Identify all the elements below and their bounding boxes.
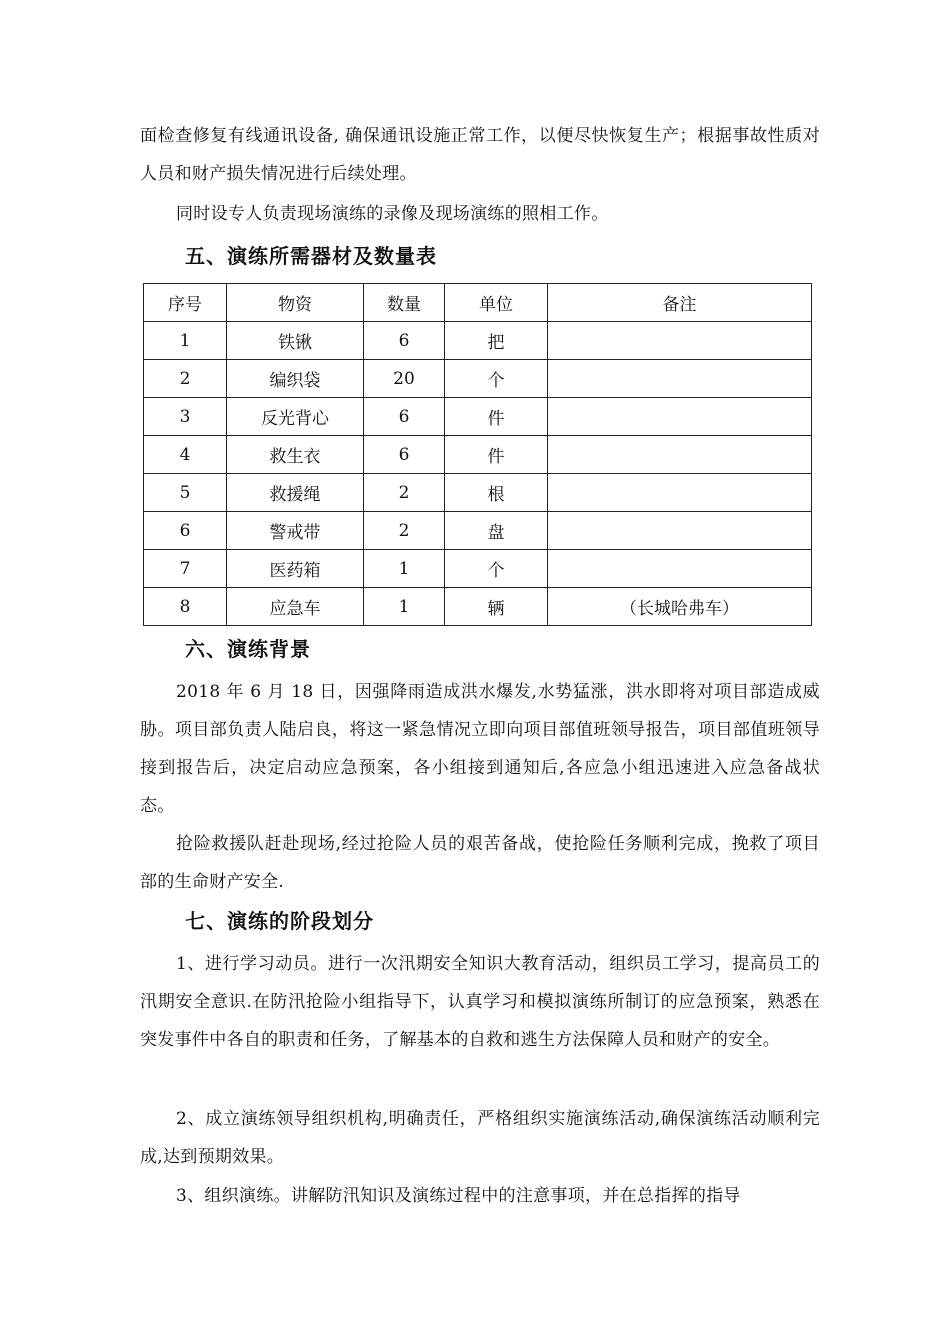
table-header-row <box>144 284 812 322</box>
table-cell: 个 <box>445 550 548 588</box>
paragraph-stage-2: 2、成立演练领导组织机构,明确责任，严格组织实施演练活动,确保演练活动顺利完成,达到预期效果。 <box>140 1109 820 1167</box>
section-heading-7: 七、演练的阶段划分 <box>185 909 374 933</box>
table-cell: 20 <box>364 360 445 398</box>
paragraph-video: 同时设专人负责现场演练的录像及现场演练的照相工作。 <box>176 204 609 224</box>
table-cell: 1 <box>364 550 445 588</box>
table-cell: 件 <box>445 436 548 474</box>
paragraph-intro: 面检查修复有线通讯设备, 确保通讯设施正常工作，以便尽快恢复生产；根据事故性质对人员和财产损失情况进行后续处理。 <box>140 126 820 184</box>
table-cell: 个 <box>445 360 548 398</box>
table-cell <box>548 360 812 398</box>
table-cell: 2 <box>364 474 445 512</box>
table-cell: （长城哈弗车） <box>548 588 812 626</box>
table-cell: 6 <box>144 512 227 550</box>
paragraph-background-2: 抢险救援队赶赴现场,经过抢险人员的艰苦备战，使抢险任务顺利完成，挽救了项目部的生命财产安全. <box>140 834 820 892</box>
table-cell: 8 <box>144 588 227 626</box>
table-cell: 把 <box>445 322 548 360</box>
table-cell: 医药箱 <box>227 550 364 588</box>
table-row <box>144 360 812 398</box>
table-cell <box>548 398 812 436</box>
table-cell <box>548 322 812 360</box>
table-row <box>144 398 812 436</box>
table-cell: 3 <box>144 398 227 436</box>
column-header-unit: 单位 <box>445 284 548 322</box>
section-heading-5: 五、演练所需器材及数量表 <box>185 244 437 268</box>
table-cell: 件 <box>445 398 548 436</box>
table-cell: 7 <box>144 550 227 588</box>
table-cell: 根 <box>445 474 548 512</box>
table-cell <box>548 550 812 588</box>
table-cell: 1 <box>364 588 445 626</box>
column-header-item: 物资 <box>227 284 364 322</box>
table-cell: 应急车 <box>227 588 364 626</box>
table-cell: 反光背心 <box>227 398 364 436</box>
table-cell <box>548 436 812 474</box>
table-cell: 2 <box>364 512 445 550</box>
table-row <box>144 474 812 512</box>
paragraph-stage-1: 1、进行学习动员。进行一次汛期安全知识大教育活动，组织员工学习，提高员工的汛期安全意识.在防汛抢险小组指导下，认真学习和模拟演练所制订的应急预案，熟悉在突发事件中各自的职责和任务，了解基本的自救和逃生方法保障人员和财产的安全。 <box>140 954 820 1050</box>
table-row <box>144 512 812 550</box>
table-cell: 警戒带 <box>227 512 364 550</box>
table-cell: 铁锹 <box>227 322 364 360</box>
column-header-remark: 备注 <box>548 284 812 322</box>
table-row <box>144 588 812 626</box>
table-cell: 编织袋 <box>227 360 364 398</box>
table-row <box>144 550 812 588</box>
table-cell: 4 <box>144 436 227 474</box>
table-cell: 6 <box>364 436 445 474</box>
table-row <box>144 436 812 474</box>
paragraph-background-1: 2018 年 6 月 18 日，因强降雨造成洪水爆发,水势猛涨，洪水即将对项目部造成威胁。项目部负责人陆启良，将这一紧急情况立即向项目部值班领导报告，项目部值班领导接到报告后，决定启动应急预案，各小组接到通知后,各应急小组迅速进入应急备战状态。 <box>140 682 820 816</box>
table-cell: 1 <box>144 322 227 360</box>
section-heading-6: 六、演练背景 <box>185 637 311 661</box>
table-cell <box>548 512 812 550</box>
table-cell: 2 <box>144 360 227 398</box>
table-cell: 救援绳 <box>227 474 364 512</box>
table-cell <box>548 474 812 512</box>
table-cell: 救生衣 <box>227 436 364 474</box>
table-cell: 盘 <box>445 512 548 550</box>
table-cell: 6 <box>364 322 445 360</box>
table-cell: 辆 <box>445 588 548 626</box>
paragraph-stage-3: 3、组织演练。讲解防汛知识及演练过程中的注意事项，并在总指挥的指导 <box>176 1186 741 1206</box>
table-row <box>144 322 812 360</box>
column-header-quantity: 数量 <box>364 284 445 322</box>
table-cell: 5 <box>144 474 227 512</box>
equipment-table <box>143 283 812 626</box>
table-cell: 6 <box>364 398 445 436</box>
column-header-index: 序号 <box>144 284 227 322</box>
